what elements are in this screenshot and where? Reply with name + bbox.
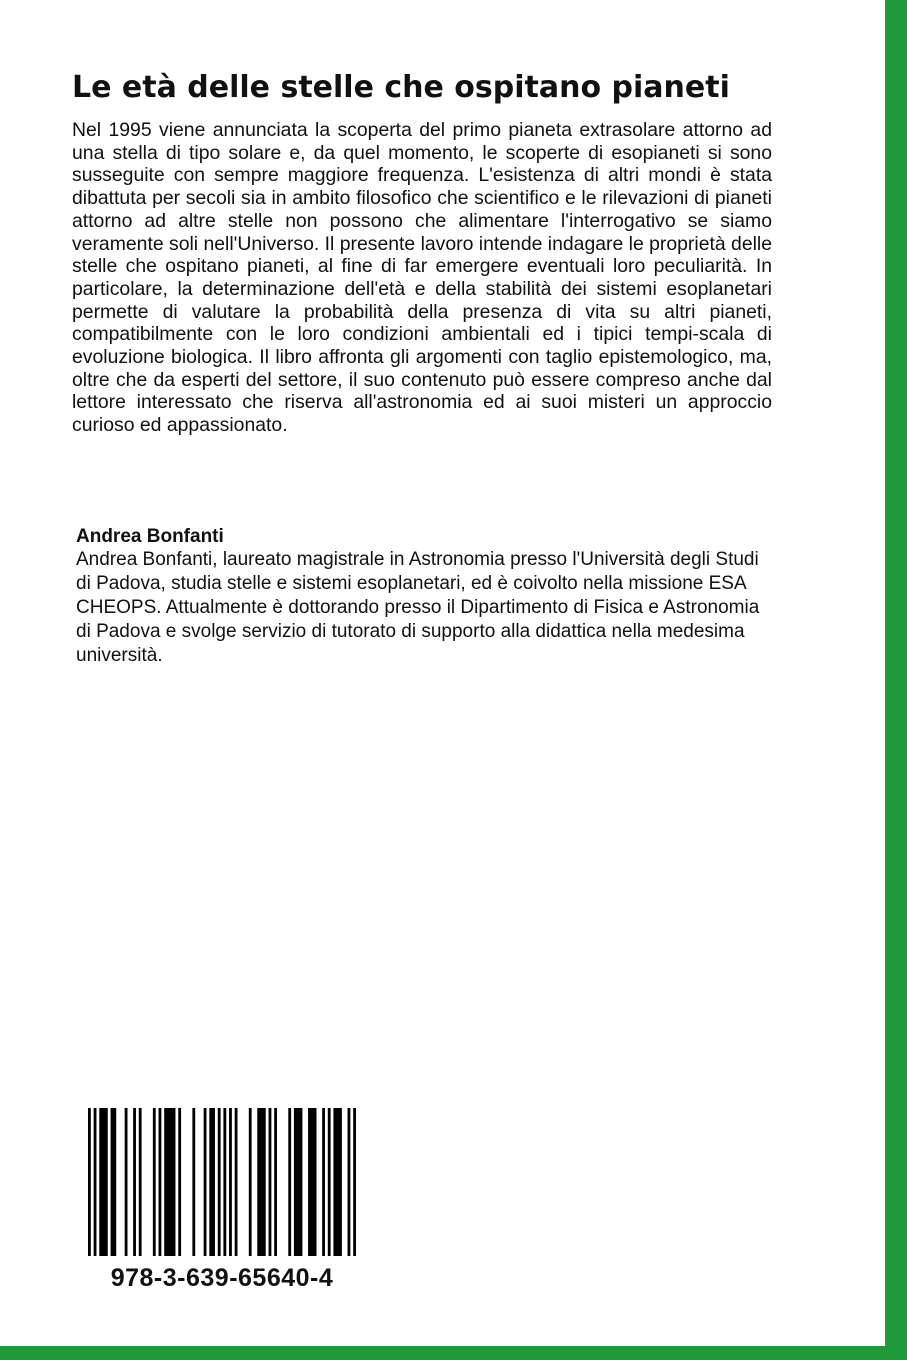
barcode-bar bbox=[125, 1108, 128, 1256]
barcode-bar bbox=[229, 1108, 232, 1256]
barcode-bar bbox=[333, 1108, 341, 1256]
barcode-bar bbox=[99, 1108, 107, 1256]
barcode-bar bbox=[353, 1108, 356, 1256]
barcode-bar bbox=[94, 1108, 97, 1256]
isbn-number: 978-3-639-65640-4 bbox=[110, 1264, 334, 1292]
barcode-bar bbox=[223, 1108, 226, 1256]
barcode-bar bbox=[288, 1108, 291, 1256]
barcode-bar bbox=[133, 1108, 136, 1256]
barcode-bar bbox=[209, 1108, 215, 1256]
barcode-bar bbox=[257, 1108, 265, 1256]
barcode-bar bbox=[235, 1108, 238, 1256]
barcode-bar bbox=[249, 1108, 252, 1256]
author-bio: Andrea Bonfanti, laureato magistrale in Astronomia presso l'Università degli Studi di Padova, studia stelle e sistemi esoplanetari, ed è coivolto nella missione ESA CHEOPS. Attualmente è dottorando presso il Dipartimento di Fisica e Astronomia di Padova e svolge servizio di tutorato di supporto alla didattica nella medesima università. bbox=[76, 549, 760, 666]
barcode-bar bbox=[153, 1108, 156, 1256]
barcode-bar bbox=[294, 1108, 302, 1256]
barcode-bar bbox=[178, 1108, 181, 1256]
green-border-right bbox=[885, 0, 907, 1360]
book-title: Le età delle stelle che ospitano pianeti bbox=[72, 70, 730, 105]
barcode-bar bbox=[204, 1108, 207, 1256]
barcode-bar bbox=[192, 1108, 195, 1256]
barcode-bar bbox=[111, 1108, 117, 1256]
barcode-bar bbox=[322, 1108, 325, 1256]
barcode-bar bbox=[308, 1108, 316, 1256]
barcode-bar bbox=[348, 1108, 351, 1256]
barcode-bar bbox=[269, 1108, 272, 1256]
book-description: Nel 1995 viene annunciata la scoperta del primo pianeta extrasolare attorno ad una stella di tipo solare e, da quel momento, le scoperte di esopianeti si sono susseguite con sempre maggiore frequenza. L'esistenza di altri mondi è stata dibattuta per secoli sia in ambito filosofico che scientifico e le rilevazioni di pianeti attorno ad altre stelle non possono che alimentare l'interrogativo se siamo veramente soli nell'Universo. Il presente lavoro intende indagare le proprietà delle stelle che ospitano pianeti, al fine di far emergere eventuali loro peculiarità. In particolare, la determinazione dell'età e della stabilità dei sistemi esoplanetari permette di valutare la probabilità della presenza di vita su altri pianeti, compatibilmente con le loro condizioni ambientali ed i tipici tempi-scala di evoluzione biologica. Il libro affronta gli argomenti con taglio epistemologico, ma, oltre che da esperti del settore, il suo contenuto può essere compreso anche dal lettore interessato che riserva all'astronomia ed ai suoi misteri un approccio curioso ed appassionato. bbox=[72, 119, 773, 437]
barcode-bar bbox=[218, 1108, 221, 1256]
barcode-bar bbox=[139, 1108, 142, 1256]
barcode-bar bbox=[88, 1108, 91, 1256]
barcode-bar bbox=[164, 1108, 175, 1256]
isbn-barcode bbox=[88, 1108, 356, 1256]
barcode-bar bbox=[328, 1108, 331, 1256]
green-border-bottom bbox=[0, 1346, 907, 1360]
author-name: Andrea Bonfanti bbox=[76, 526, 224, 547]
barcode-bar bbox=[159, 1108, 162, 1256]
barcode-bar bbox=[274, 1108, 277, 1256]
